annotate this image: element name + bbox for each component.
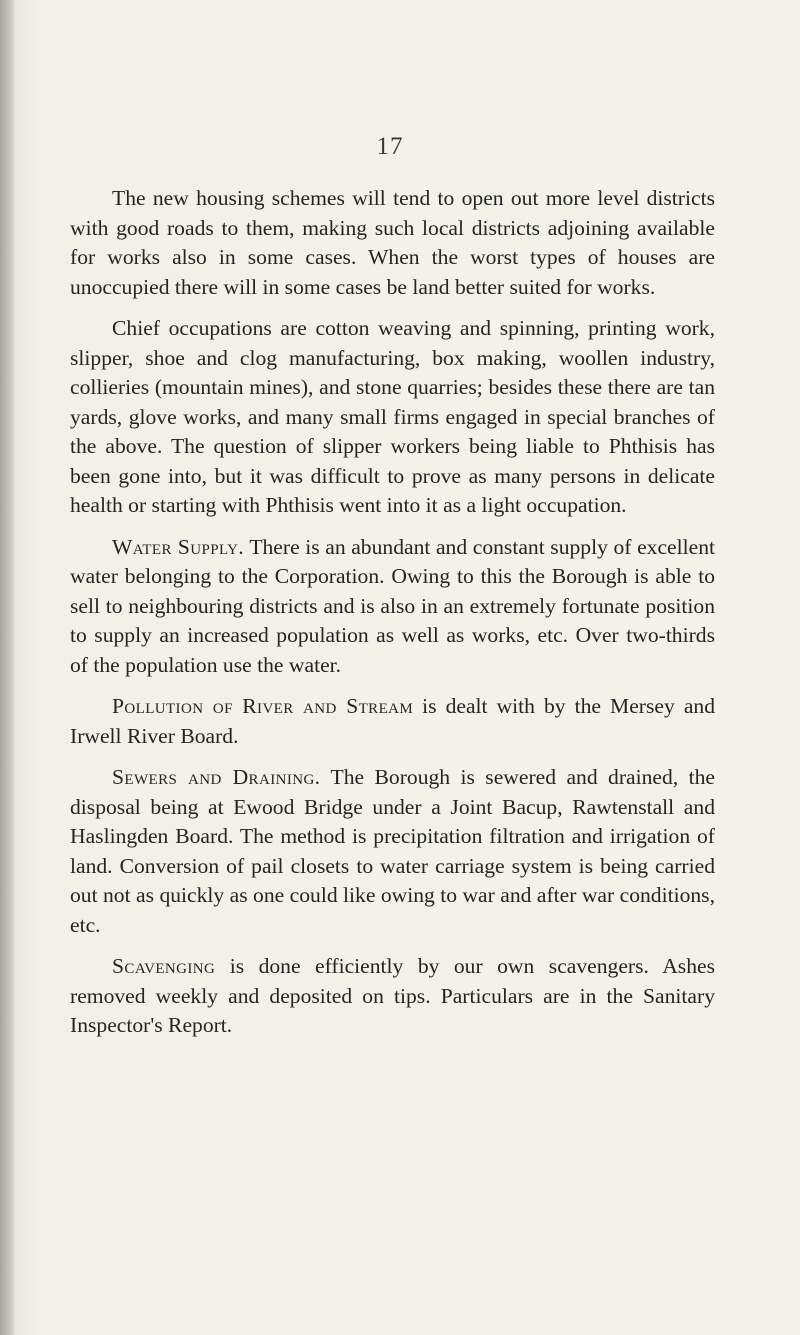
section-heading-pollution: Pollution of River and Stream <box>112 694 414 718</box>
paragraph-text: The Borough is sewered and drained, the disposal being at Ewood Bridge under a Joint Bacup, Rawtenstall and Haslingden Board. The method is precipitation filtration and irrigation of land. Conversion of pail closets to water carriage system is being carried out not as quickly as one could like owing to war and after war conditions, etc. <box>70 765 715 937</box>
section-heading-sewers: Sewers and Draining. <box>112 765 321 789</box>
paragraph-occupations <box>70 314 715 521</box>
paragraph-text: The new housing schemes will tend to open out more level districts with good roads to them, making such local districts adjoining available for works also in some cases. When the worst types of houses are unoccupied there will in some cases be land better suited for works. <box>70 186 715 299</box>
paragraph-housing-schemes <box>70 184 715 302</box>
paragraph-text: is done efficiently by our own scavengers. Ashes removed weekly and deposited on tips. Particulars are in the Sanitary Inspector's Report. <box>70 954 715 1037</box>
section-heading-water-supply: Water Supply. <box>112 534 245 559</box>
paragraph-text: Chief occupations are cotton weaving and spinning, printing work, slipper, shoe and clog manufacturing, box making, woollen industry, collieries (mountain mines), and stone quarries; besides these there are tan yards, glove works, and many small firms engaged in special branches of the above. The question of slipper workers being liable to Phthisis has been gone into, but it was difficult to prove as many persons in delicate health or starting with Phthisis went into it as a light occupation. <box>70 316 715 517</box>
page-number: 17 <box>376 133 404 160</box>
section-heading-scavenging: Scavenging <box>112 954 216 978</box>
body-text <box>70 184 715 1053</box>
paragraph-text: is dealt with by the Mersey and Irwell River Board. <box>70 694 715 748</box>
binding-shadow <box>0 0 14 1335</box>
paragraph-pollution <box>70 692 715 751</box>
paragraph-text: There is an abundant and constant supply of excellent water belonging to the Corporation. Owing to this the Borough is able to sell to neighbouring districts and is also in an extremely fortunate position to supply an increased population as well as works, etc. Over two-thirds of the population use the water. <box>70 534 715 677</box>
paragraph-sewers <box>70 763 715 940</box>
paragraph-water-supply <box>70 533 715 681</box>
paragraph-scavenging <box>70 952 715 1041</box>
